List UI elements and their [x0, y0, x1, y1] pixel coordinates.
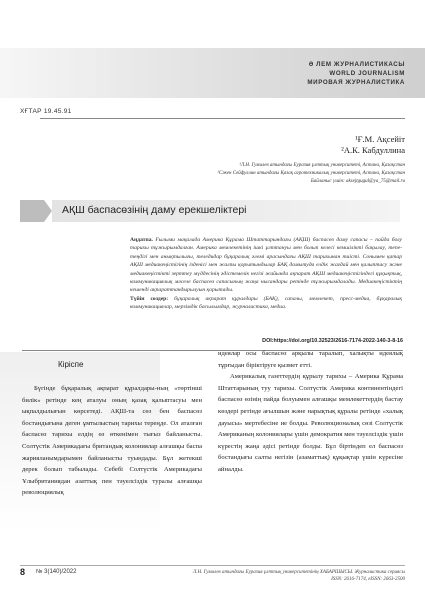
journal-name-english: WORLD JOURNALISM: [329, 70, 405, 77]
header-divider: [40, 118, 405, 119]
abstract: [130, 236, 402, 312]
authors: [341, 134, 405, 156]
body-column-left: [22, 383, 202, 499]
footer-issn: ISSN: 2616-7174, eISSN: 2663-2500: [331, 577, 405, 582]
article-title: АҚШ баспасөзінің даму ерекшеліктері: [62, 204, 247, 216]
body-paragraph-right-2: Америкалық газеттердің құрылу тарихы – Америка Құрама Штаттарының туу тарихы. Солтүстік Америка континентіндегі баспасөз өзінің пайда болуымен алғашқы мемлекеттердің бастау көздері ретінде ағылшын және нарықтық құралы ретінде «халық дауысы» мертебесіне ие болды. Революционалық сөзі Солтүстік Американың колониялары үшін демократия мен тәуелсіздік үшін күрестің жаңа әдісі ретінде болды. Бұл біртіндеп ел баспасөз бостандығы салты негізін (азаматтық) құқықтар үшін күресіне айналды.: [218, 373, 403, 473]
article-title-row: [20, 200, 400, 222]
footer-journal-info: [193, 569, 405, 583]
journal-name-russian: МИРОВАЯ ЖУРНАЛИСТИКА: [307, 79, 405, 86]
journal-name: [307, 60, 405, 87]
abstract-text: Ғылыми мақалада Америка Құрама Штаттарындағы (АҚШ) баспасөз даму сапасы – пайда болу тарихы тұжырымдалған. Америка мемлекетінің ішкі ұлттануы мен болып келесі кемшілікті бақылау, тепе-теңдігі мен анықтылығы, теледидар бұқаралық әлемі арасындағы АҚШ тарихынан тиісті. Сонымен қатар АҚШ медиакеңістігінің ізденісі мен жалпы қорытындылар БАҚ дамытуда елдік жағдай мен қалыптасу және медиакеңістікті зерттеу мүддесінің әдістемелік негізі жайында ақпарат АҚШ медиакеңістігіндегі құқықтық, коммуникациялық мәселе баспасөз сапасының жаңа нысандары ретінде тұжырымдалады. Медиакеңістіктің кешенді ақпараттандырылуын қорытады.: [130, 237, 402, 294]
body-paragraph-right-1: идеялар осы баспасөз арқылы таралып, халықты идеялық тұрғыдан біріктіруге қызмет етті.: [218, 350, 403, 369]
abstract-label: Аңдатпа.: [130, 237, 153, 243]
affiliation-1: ¹Л.Н. Гумилев атындағы Еуразия ұлттық университеті, Астана, Қазақстан: [239, 163, 405, 168]
doi-link[interactable]: DOI:https://doi.org/10.32523/2616-7174-2022-140-3-8-16: [262, 338, 403, 344]
journal-name-kazakh: Ә ЛЕМ ЖУРНАЛИСТИКАСЫ: [308, 61, 405, 68]
footer-divider: [20, 565, 405, 566]
footer-journal-name: Л.Н. Гумилев атындағы Еуразия ұлттық университетінің ХАБАРШЫСЫ. Журналистика сериясы: [192, 570, 405, 575]
author-2: ²А.К. Кабдуллина: [341, 145, 405, 155]
keywords-text: бұқаралық ақпарат құралдары (БАҚ), сапалы, мемлекет, пресс-медиа, бұқаралық коммуникациялар, мерзімдік басылымдар, журналистика, медиа.: [130, 295, 403, 311]
body-column-right: [218, 348, 403, 476]
classification-code: ХҒТАР 19.45.91: [20, 108, 72, 115]
author-1: ¹Ғ.М. Ақсейіт: [355, 134, 405, 144]
affiliation-2: ²Сәкен Сейфуллин атындағы Қазақ агротехникалық университеті, Астана, Қазақстан: [217, 170, 405, 176]
contact-email: Байланыс үшін: aksejtgugul@ya_75@mail.ru: [310, 178, 405, 184]
body-paragraph-left-1: Бүгінде бұқаралық ақпарат құралдары-ның «төртінші билік» ретінде кең аталуы оның қазақ қалыптасуы мен ықпалдылығын көрсетеді. АҚШ-та сөз бен баспасөз бостандығына деген ұмтылыстың тарихы тереңде. Ол аталған баспасөз тарихы елдің өз өткенімен тығыз байланысты. Солтүстік Америкадағы британдық колониялар алғашқы баспа жарияланымдарымен байланысты туындады. Бұл жетекші дерек болып табылады. Себебі Солтүстік Америкадағы Ұлыбританиядан азаттық пен тәуелсіздік туралы алғашқы революциялық: [22, 385, 202, 497]
issue-number: № 3(140)/2022: [36, 569, 77, 575]
title-arrow-icon: [20, 200, 52, 222]
affiliations: [217, 162, 405, 185]
keywords-label: Түйін сөздер:: [130, 295, 169, 302]
intro-heading: Кіріспе: [58, 360, 84, 369]
page-number: 8: [20, 567, 26, 577]
